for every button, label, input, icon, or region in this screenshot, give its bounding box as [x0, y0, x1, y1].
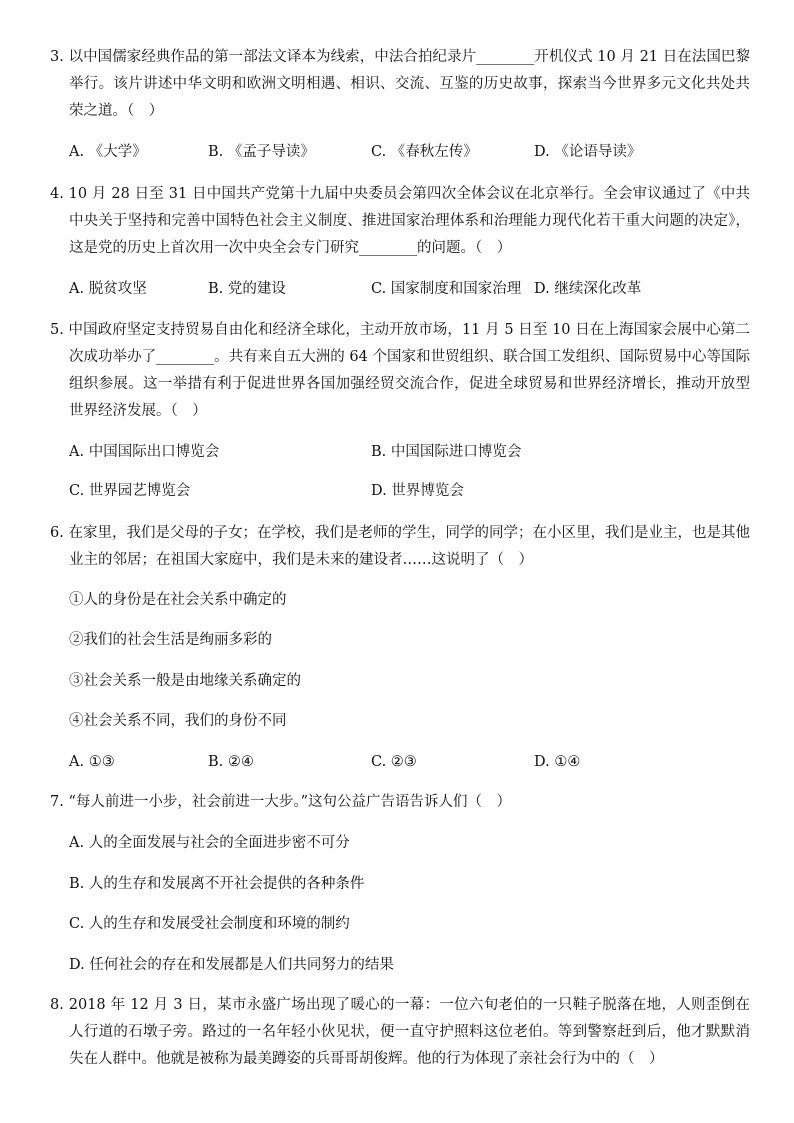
question-4 — [50, 181, 750, 262]
question-7 — [50, 789, 750, 816]
option-d[interactable]: D. 继续深化改革 — [534, 281, 642, 297]
statement-4: ④社会关系不同，我们的身份不同 — [69, 713, 287, 729]
option-a[interactable]: A. 脱贫攻坚 — [69, 281, 147, 297]
option-d[interactable]: D. 世界博览会 — [371, 483, 464, 499]
option-b[interactable]: B. 中国国际进口博览会 — [371, 444, 522, 460]
option-c[interactable]: C. 《春秋左传》 — [371, 144, 478, 160]
option-d[interactable]: D. 任何社会的存在和发展都是人们共同努力的结果 — [69, 957, 394, 973]
question-text: 4. 10 月 28 日至 31 日中国共产党第十九届中央委员会第四次全体会议在北京举行。全会审议通过了《中共中央关于坚持和完善中国特色社会主义制度、推进国家治理体系和治理能力现代化若干重大问题的决定》，这是党的历史上首次用一次中央全会专门研究________的问题。（ ） — [50, 186, 750, 256]
option-a[interactable]: A. ①③ — [69, 754, 115, 770]
question-text: 3. 以中国儒家经典作品的第一部法文译本为线索，中法合拍纪录片________开机仪式 10 月 21 日在法国巴黎举行。该片讲述中华文明和欧洲文明相遇、相识、交流、互鉴的历史故事，探索当今世界多元文化共处共荣之道。（ ） — [50, 49, 750, 119]
option-c[interactable]: C. 世界园艺博览会 — [69, 483, 191, 499]
question-6 — [50, 520, 750, 574]
statement-1: ①人的身份是在社会关系中确定的 — [69, 592, 287, 608]
question-text: 7. “每人前进一小步，社会前进一大步。”这句公益广告语告诉人们（ ） — [50, 794, 512, 810]
option-c[interactable]: C. 人的生存和发展受社会制度和环境的制约 — [69, 916, 350, 932]
question-text: 5. 中国政府坚定支持贸易自由化和经济全球化，主动开放市场，11 月 5 日至 10 日在上海国家会展中心第二次成功举办了________。共有来自五大洲的 64 个国家和世贸组织、联合国工发组织、国际贸易中心等国际组织参展。这一举措有利于促进世界各国加强经贸交流合作，促进全球贸易和世界经济增长，推动开放型世界经济发展。（ ） — [50, 322, 750, 419]
question-3 — [50, 44, 750, 125]
question-5 — [50, 317, 750, 425]
option-c[interactable]: C. 国家制度和国家治理 — [371, 281, 522, 297]
statement-3: ③社会关系一般是由地缘关系确定的 — [69, 673, 301, 689]
option-d[interactable]: D. 《论语导读》 — [534, 144, 642, 160]
option-a[interactable]: A. 人的全面发展与社会的全面进步密不可分 — [69, 835, 350, 851]
question-8 — [50, 992, 750, 1073]
question-text: 8. 2018 年 12 月 3 日，某市永盛广场出现了暖心的一幕：一位六旬老伯的一只鞋子脱落在地，人则歪倒在人行道的石墩子旁。路过的一名年轻小伙见状，便一直守护照料这位老伯。等到警察赶到后，他才默默消失在人群中。他就是被称为最美蹲姿的兵哥哥胡俊辉。他的行为体现了亲社会行为中的（ ） — [50, 997, 750, 1067]
option-b[interactable]: B. ②④ — [208, 754, 254, 770]
option-b[interactable]: B. 《孟子导读》 — [208, 144, 315, 160]
question-text: 6. 在家里，我们是父母的子女；在学校，我们是老师的学生，同学的同学；在小区里，我们是业主，也是其他业主的邻居；在祖国大家庭中，我们是未来的建设者……这说明了（ ） — [50, 525, 750, 568]
option-c[interactable]: C. ②③ — [371, 754, 417, 770]
option-a[interactable]: A. 中国国际出口博览会 — [69, 444, 220, 460]
option-a[interactable]: A. 《大学》 — [69, 144, 147, 160]
option-d[interactable]: D. ①④ — [534, 754, 581, 770]
option-b[interactable]: B. 人的生存和发展离不开社会提供的各种条件 — [69, 876, 365, 892]
statement-2: ②我们的社会生活是绚丽多彩的 — [69, 632, 272, 648]
option-b[interactable]: B. 党的建设 — [208, 281, 286, 297]
